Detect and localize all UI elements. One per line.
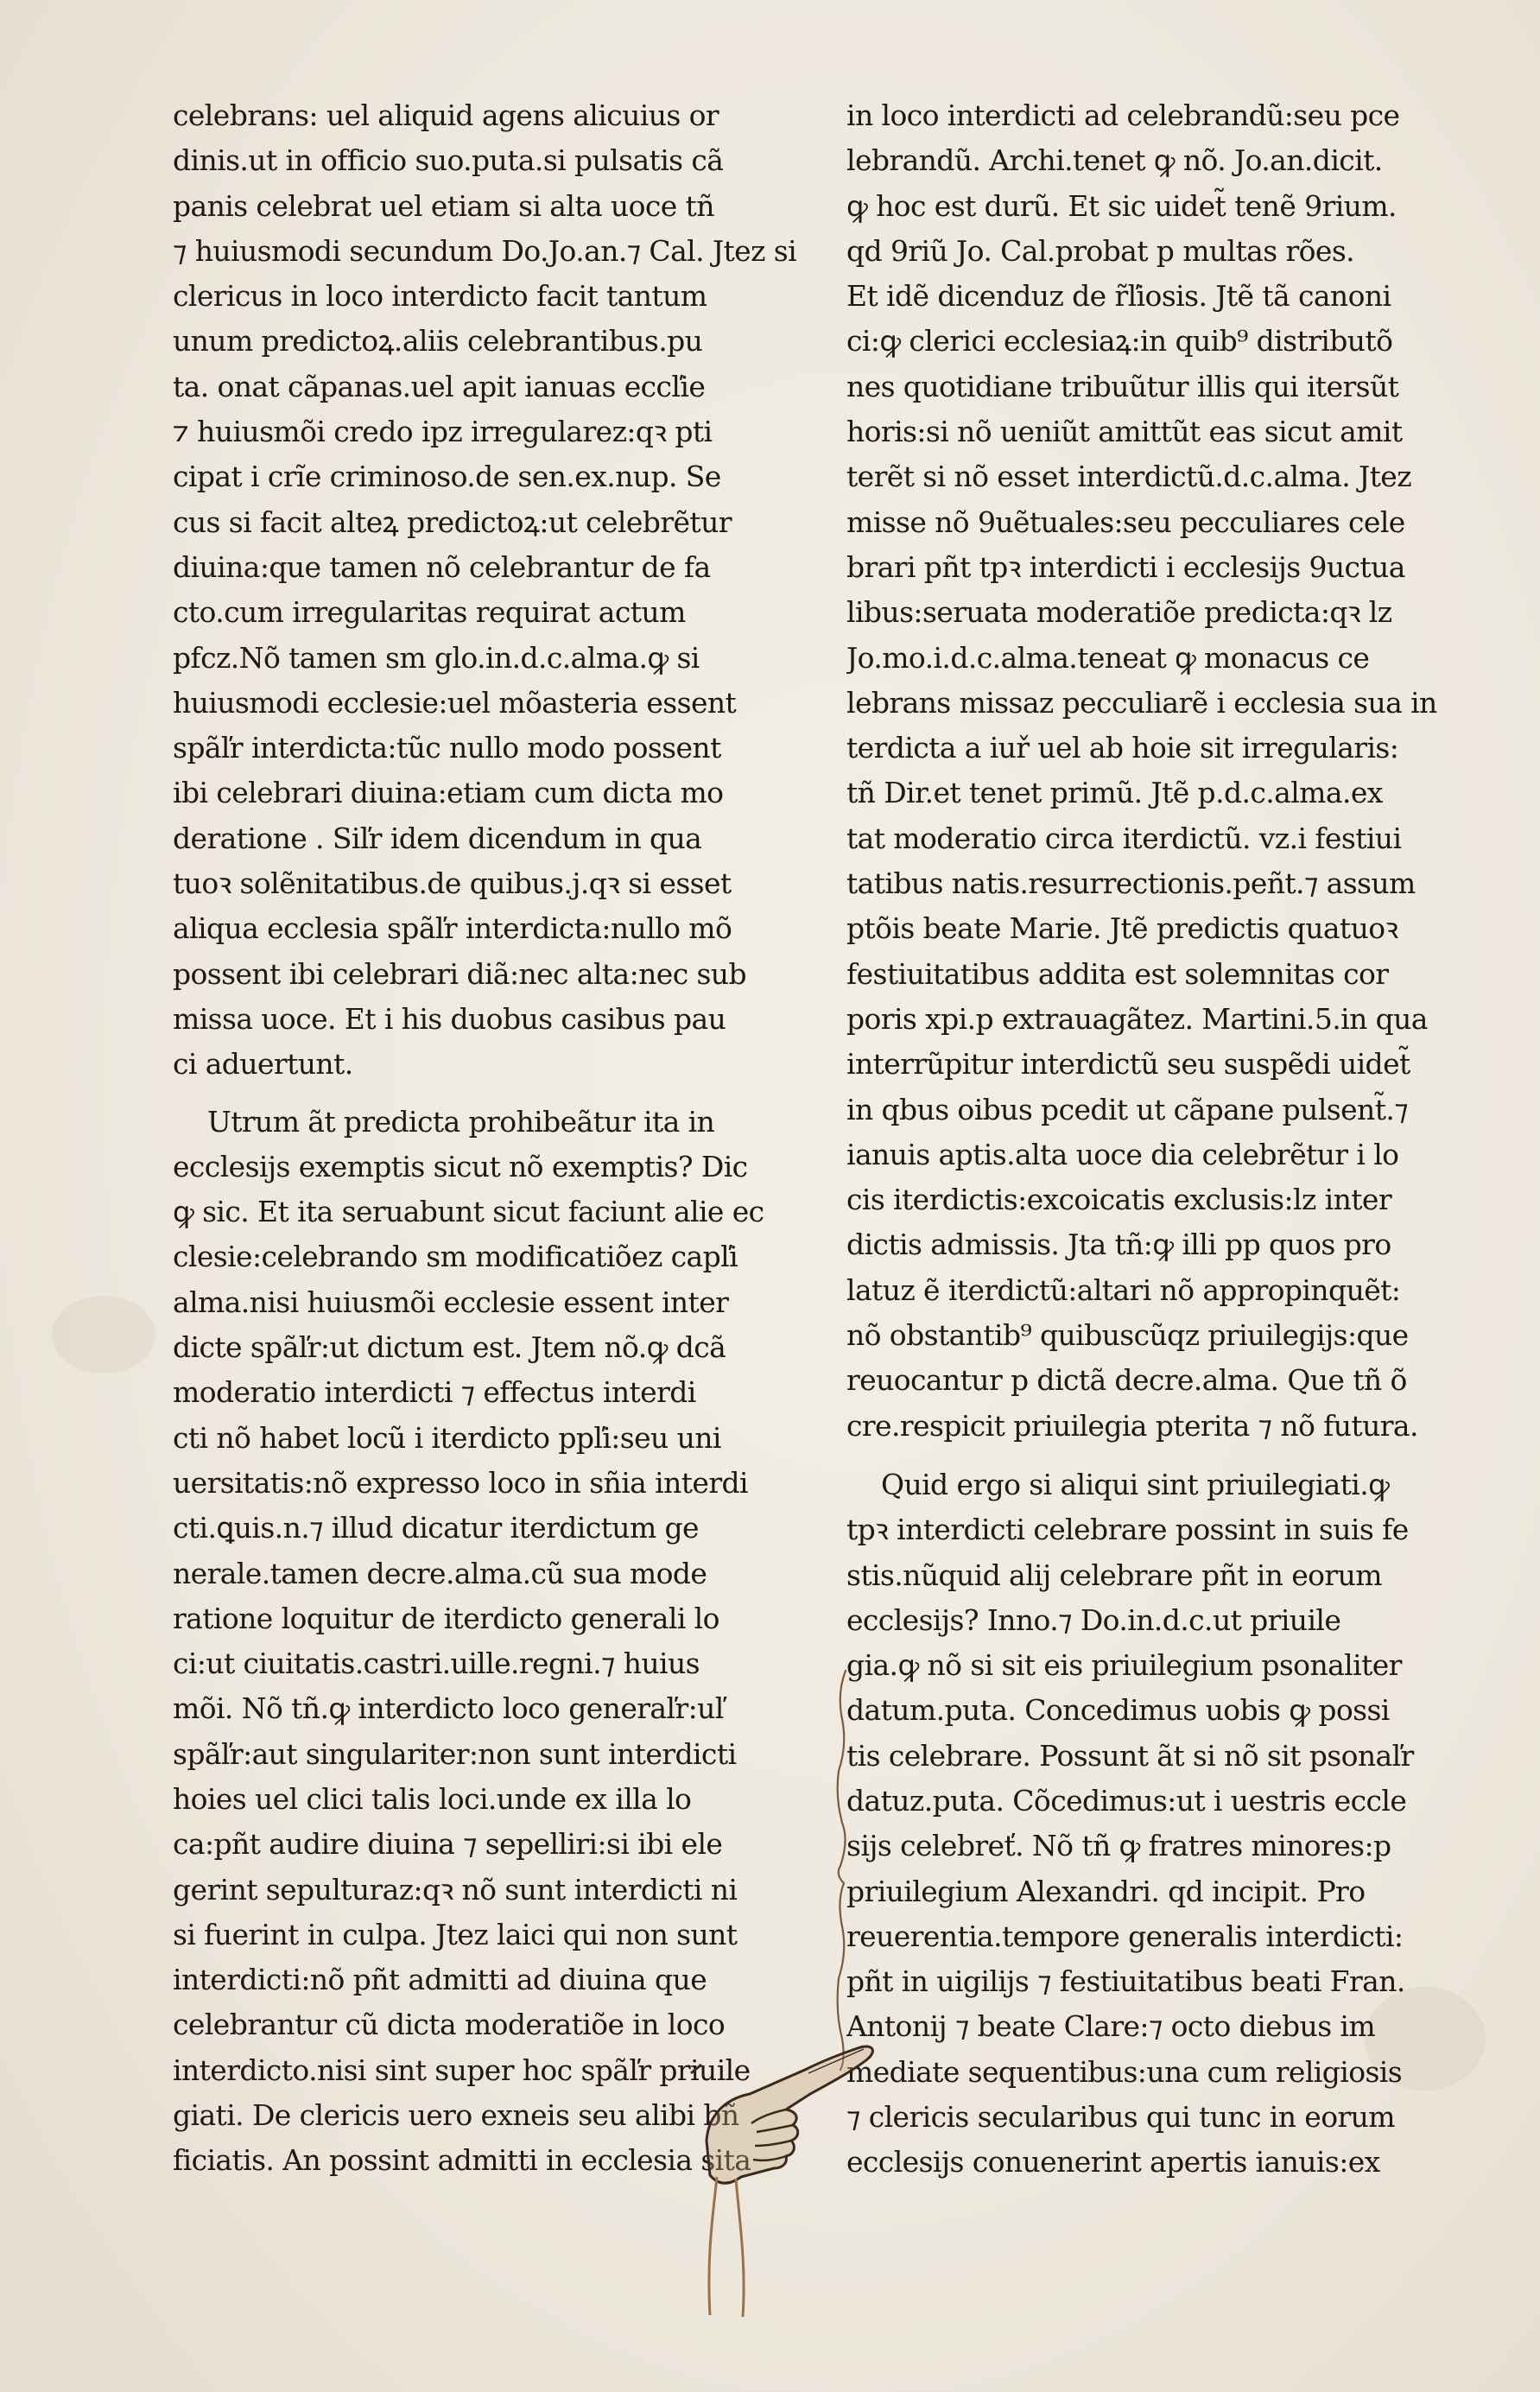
text-line: clesie:celebrando sm modificatiõez capľi (173, 1240, 738, 1274)
text-line: pñt in uigilijs ⁊ festiuitatibus beati Fran. (846, 1964, 1405, 1999)
text-line: tatibus natis.resurrectionis.peñt.⁊ assum (846, 866, 1416, 901)
text-line: celebrantur cũ dicta moderatiõe in loco (173, 2008, 726, 2042)
text-line: celebrans: uel aliquid agens alicuius or (173, 98, 719, 132)
paragraph-gap (173, 1088, 825, 1100)
text-line: horis:si nõ ueniũt amittũt eas sicut amit (846, 415, 1403, 449)
pointing-hand-icon (656, 2039, 898, 2332)
text-line: terẽt si nõ esset interdictũ.d.c.alma. Jtez (846, 460, 1412, 494)
text-line: ecclesijs? Inno.⁊ Do.in.d.c.ut priuile (846, 1602, 1341, 1637)
text-line: ꝙ hoc est durũ. Et sic uidet̃ tenẽ 9rium. (846, 188, 1397, 223)
text-line: uersitatis:nõ expresso loco in sñia interdi (173, 1465, 748, 1500)
text-line: datuz.puta. Cõcedimus:ut i uestris eccle (846, 1783, 1407, 1818)
text-line: giati. De clericis uero exneis seu alibi bñ (173, 2098, 739, 2133)
text-line: diuina:que tamen nõ celebrantur de fa (173, 549, 711, 584)
text-line: reuerentia.tempore generalis interdicti: (846, 1919, 1404, 1953)
text-line: si fuerint in culpa. Jtez laici qui non sunt (173, 1917, 738, 1951)
text-line: Utrum ãt predicta prohibeãtur ita in (207, 1104, 715, 1139)
text-line: huiusmodi ecclesie:uel mõasteria essent (173, 685, 737, 720)
text-line: ficiatis. An possint admitti in ecclesia sita (173, 2143, 751, 2178)
text-line: ecclesijs conuenerint apertis ianuis:ex (846, 2145, 1380, 2179)
text-line: brari pñt tpꝛ interdicti i ecclesijs 9uctua (846, 549, 1405, 584)
text-line: in loco interdicti ad celebrandũ:seu pce (846, 98, 1400, 132)
text-line: pfcz.Nõ tamen sm glo.in.d.c.alma.ꝙ si (173, 640, 700, 675)
text-line: tat moderatio circa iterdictũ. vz.i festiui (846, 821, 1402, 855)
text-line: tñ Dir.et tenet primũ. Jtẽ p.d.c.alma.ex (846, 776, 1383, 810)
text-line: clericus in loco interdicto facit tantum (173, 279, 707, 314)
text-line: ecclesijs exemptis sicut nõ exemptis? Dic (173, 1149, 748, 1183)
text-line: Quid ergo si aliqui sint priuilegiati.ꝙ (881, 1467, 1390, 1501)
text-line: ⁊ huiusmõi credo ipz irregularez:qꝛ pti (173, 415, 713, 449)
text-line: festiuitatibus addita est solemnitas cor (846, 956, 1389, 991)
text-line: ꝙ sic. Et ita seruabunt sicut faciunt alie ec (173, 1195, 764, 1229)
text-line: ibi celebrari diuina:etiam cum dicta mo (173, 776, 724, 810)
text-line: mediate sequentibus:una cum religiosis (846, 2054, 1403, 2089)
left-text-column (173, 93, 825, 2184)
text-line: ci:ut ciuitatis.castri.uille.regni.⁊ huius (173, 1646, 700, 1681)
text-line: ratione loquitur de iterdicto generali lo (173, 1601, 719, 1635)
text-line: sijs celebreť. Nõ tñ ꝙ fratres minores:p (846, 1829, 1391, 1863)
text-line: missa uoce. Et i his duobus casibus pau (173, 1001, 726, 1036)
text-line: cto.cum irregularitas requirat actum (173, 595, 686, 630)
text-line: cti.ꝗuis.n.⁊ illud dicatur iterdictum ge (173, 1511, 699, 1545)
text-line: ⁊ clericis secularibus qui tunc in eorum (846, 2100, 1395, 2135)
text-line: ptõis beate Marie. Jtẽ predictis quatuoꝛ (846, 911, 1398, 946)
text-line: tis celebrare. Possunt ãt si nõ sit psonaľr (846, 1738, 1414, 1773)
text-line: terdicta a iuř uel ab hoie sit irregularis: (846, 731, 1399, 765)
text-line: ci:ꝙ clerici ecclesiaꝝ:in quib⁹ distributõ (846, 324, 1393, 358)
text-line: Antonij ⁊ beate Clare:⁊ octo diebus im (846, 2009, 1376, 2044)
text-line: dicte spãľr:ut dictum est. Jtem nõ.ꝙ dcã (173, 1330, 726, 1365)
text-line: ci aduertunt. (173, 1047, 353, 1082)
text-line: stis.nũquid alij celebrare pñt in eorum (846, 1558, 1382, 1592)
text-line: lebrans missaz pecculiarẽ i ecclesia sua in (846, 685, 1437, 720)
text-line: cus si facit alteꝝ predictoꝝ:ut celebrẽtur (173, 504, 732, 539)
text-line: cre.respicit priuilegia pterita ⁊ nõ futura. (846, 1408, 1418, 1443)
text-line: lebrandũ. Archi.tenet ꝙ nõ. Jo.an.dicit. (846, 143, 1383, 178)
text-line: nes quotidiane tribuũtur illis qui itersũt (846, 369, 1399, 403)
text-line: Jo.mo.i.d.c.alma.teneat ꝙ monacus ce (846, 640, 1370, 675)
text-line: ianuis aptis.alta uoce dia celebrẽtur i lo (846, 1137, 1399, 1171)
text-line: nerale.tamen decre.alma.cũ sua mode (173, 1556, 707, 1590)
text-line: ta. onat cãpanas.uel apit ianuas eccľie (173, 369, 706, 403)
text-line: ⁊ huiusmodi secundum Do.Jo.an.⁊ Cal. Jtez si (173, 233, 797, 268)
text-line: gia.ꝙ nõ si sit eis priuilegium psonaliter (846, 1648, 1402, 1683)
text-line: reuocantur p dictã decre.alma. Que tñ õ (846, 1363, 1407, 1398)
text-line: dinis.ut in officio suo.puta.si pulsatis cã (173, 143, 724, 178)
text-line: datum.puta. Concedimus uobis ꝙ possi (846, 1693, 1390, 1728)
text-line: Et idẽ dicenduz de r̃ľiosis. Jtẽ tã canoni (846, 279, 1391, 314)
right-text-column (846, 93, 1455, 2186)
text-line: interrũpitur interdictũ seu suspẽdi uidet̃ (846, 1047, 1410, 1082)
paper-stain (52, 1296, 155, 1374)
text-line: tpꝛ interdicti celebrare possint in suis fe (846, 1513, 1409, 1547)
text-line: deratione . Siľr idem dicendum in qua (173, 821, 702, 855)
text-line: in qbus oibus pcedit ut cãpane pulsent̃.⁊ (846, 1092, 1409, 1126)
text-line: aliqua ecclesia spãľr interdicta:nullo mõ (173, 911, 732, 946)
text-line: cis iterdictis:excoicatis exclusis:lz inter (846, 1183, 1392, 1217)
text-line: priuilegium Alexandri. qd incipit. Pro (846, 1874, 1366, 1908)
text-line: latuz ẽ iterdictũ:altari nõ appropinquẽt: (846, 1272, 1401, 1307)
text-line: cti nõ habet locũ i iterdicto ppľi:seu uni (173, 1420, 721, 1455)
text-line: mõi. Nõ tñ.ꝙ interdicto loco generaľr:uľ (173, 1691, 724, 1726)
text-line: possent ibi celebrari diã:nec alta:nec sub (173, 956, 746, 991)
text-line: misse nõ 9uẽtuales:seu pecculiares cele (846, 504, 1405, 539)
text-line: qd 9riũ Jo. Cal.probat p multas rões. (846, 233, 1355, 268)
text-line: interdicto.nisi sint super hoc spãľr priuile (173, 2053, 751, 2087)
text-line: cipat i crĩe criminoso.de sen.ex.nup. Se (173, 460, 721, 494)
margin-bracket-icon (833, 1667, 851, 2073)
text-line: spãľr interdicta:tũc nullo modo possent (173, 731, 721, 765)
text-line: hoies uel clici talis loci.unde ex illa lo (173, 1781, 692, 1816)
text-line: ca:pñt audire diuina ⁊ sepelliri:si ibi ele (173, 1827, 723, 1862)
text-line: gerint sepulturaz:qꝛ nõ sunt interdicti ni (173, 1872, 738, 1907)
text-line: dictis admissis. Jta tñ:ꝙ illi pp quos pro (846, 1228, 1391, 1262)
paragraph-gap (846, 1449, 1455, 1462)
text-line: alma.nisi huiusmõi ecclesie essent inter (173, 1285, 729, 1319)
text-line: poris xpi.p extrauagãtez. Martini.5.in qua (846, 1001, 1428, 1036)
text-line: moderatio interdicti ⁊ effectus interdi (173, 1375, 696, 1410)
text-line: panis celebrat uel etiam si alta uoce tñ (173, 188, 714, 223)
text-line: nõ obstantib⁹ quibuscũqz priuilegijs:que (846, 1318, 1409, 1353)
text-line: interdicti:nõ pñt admitti ad diuina que (173, 1963, 707, 1997)
text-line: spãľr:aut singulariter:non sunt interdicti (173, 1736, 737, 1771)
text-line: unum predictoꝝ.aliis celebrantibus.pu (173, 324, 703, 358)
text-line: libus:seruata moderatiõe predicta:qꝛ lz (846, 595, 1392, 630)
text-line: tuoꝛ solẽnitatibus.de quibus.j.qꝛ si esset (173, 866, 732, 901)
